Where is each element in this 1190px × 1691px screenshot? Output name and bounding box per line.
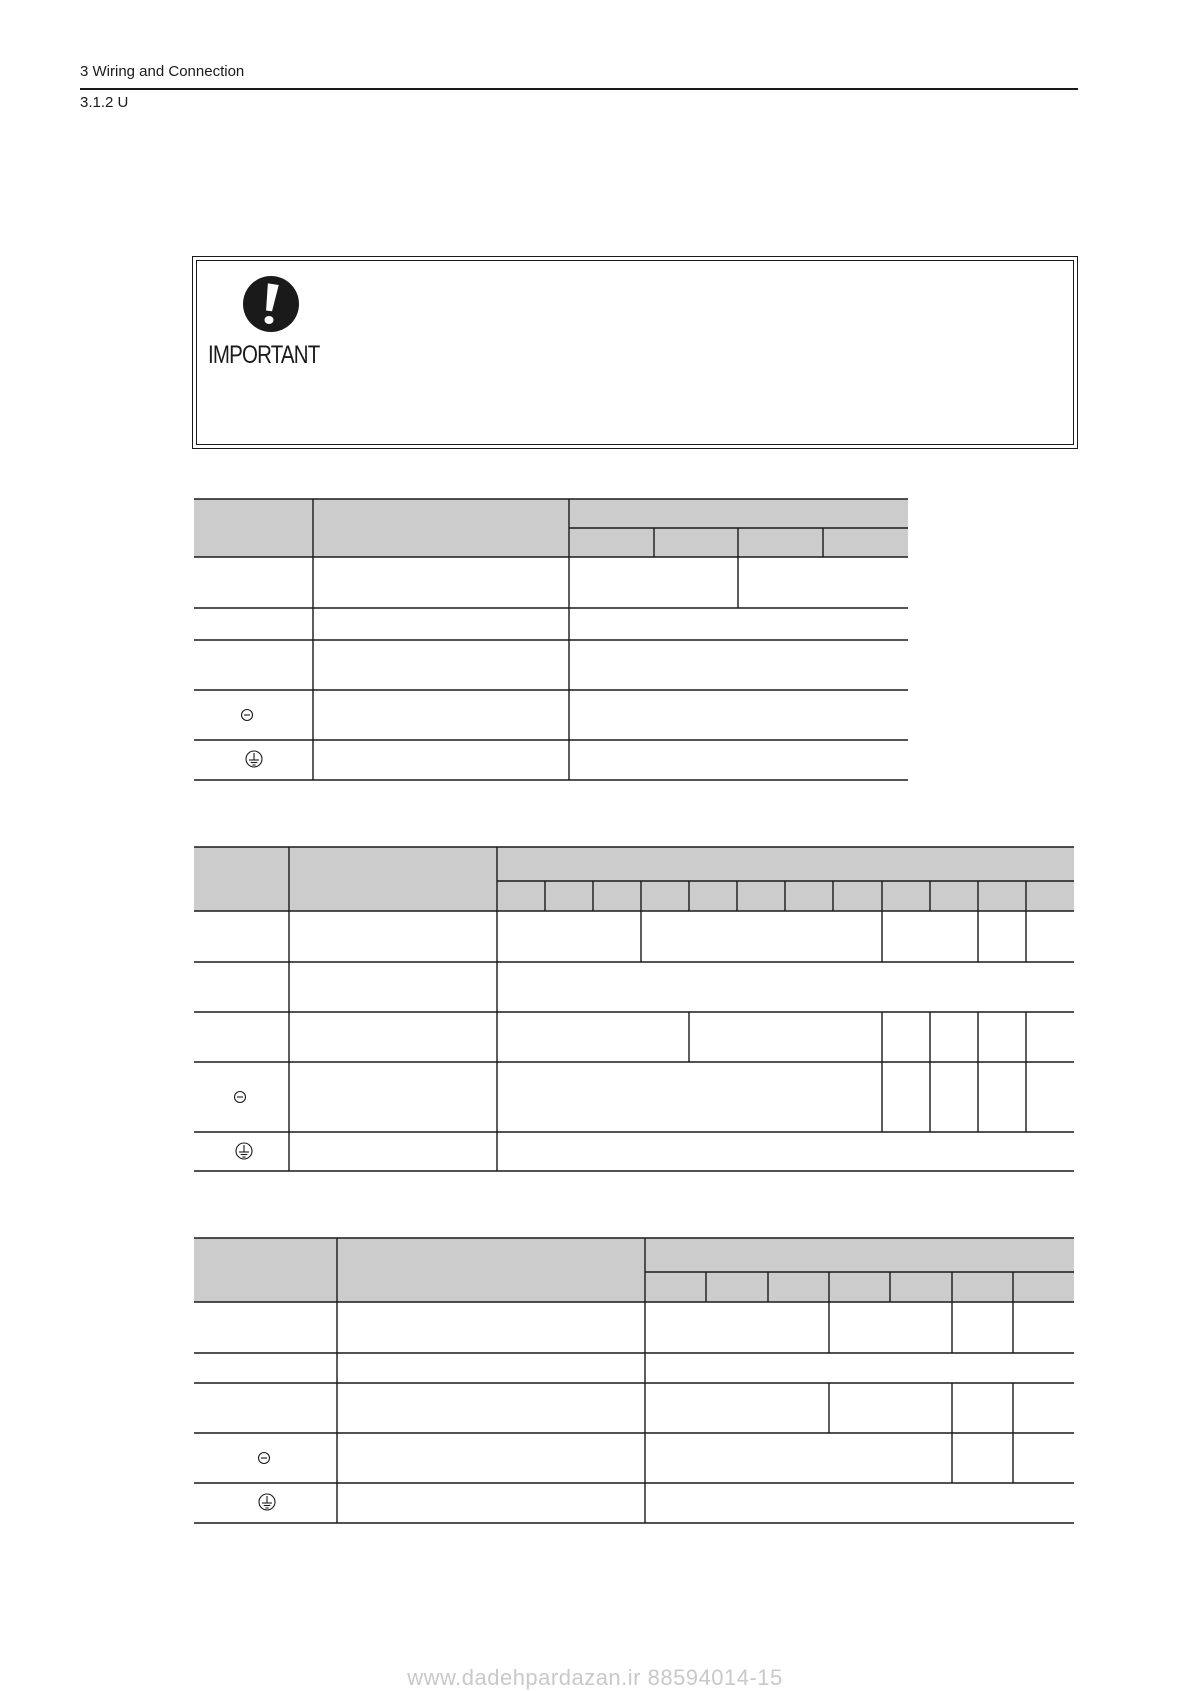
protective-ground-icon [259, 1494, 275, 1510]
table-3-header-fill [194, 1238, 1074, 1302]
chapter-heading: 3 Wiring and Connection [80, 63, 245, 80]
section-heading: 3.1.2 U [80, 94, 129, 111]
circle-minus-icon [259, 1453, 270, 1464]
watermark-text: www.dadehpardazan.ir 88594014-15 [407, 1665, 783, 1690]
important-label: IMPORTANT [208, 341, 320, 369]
